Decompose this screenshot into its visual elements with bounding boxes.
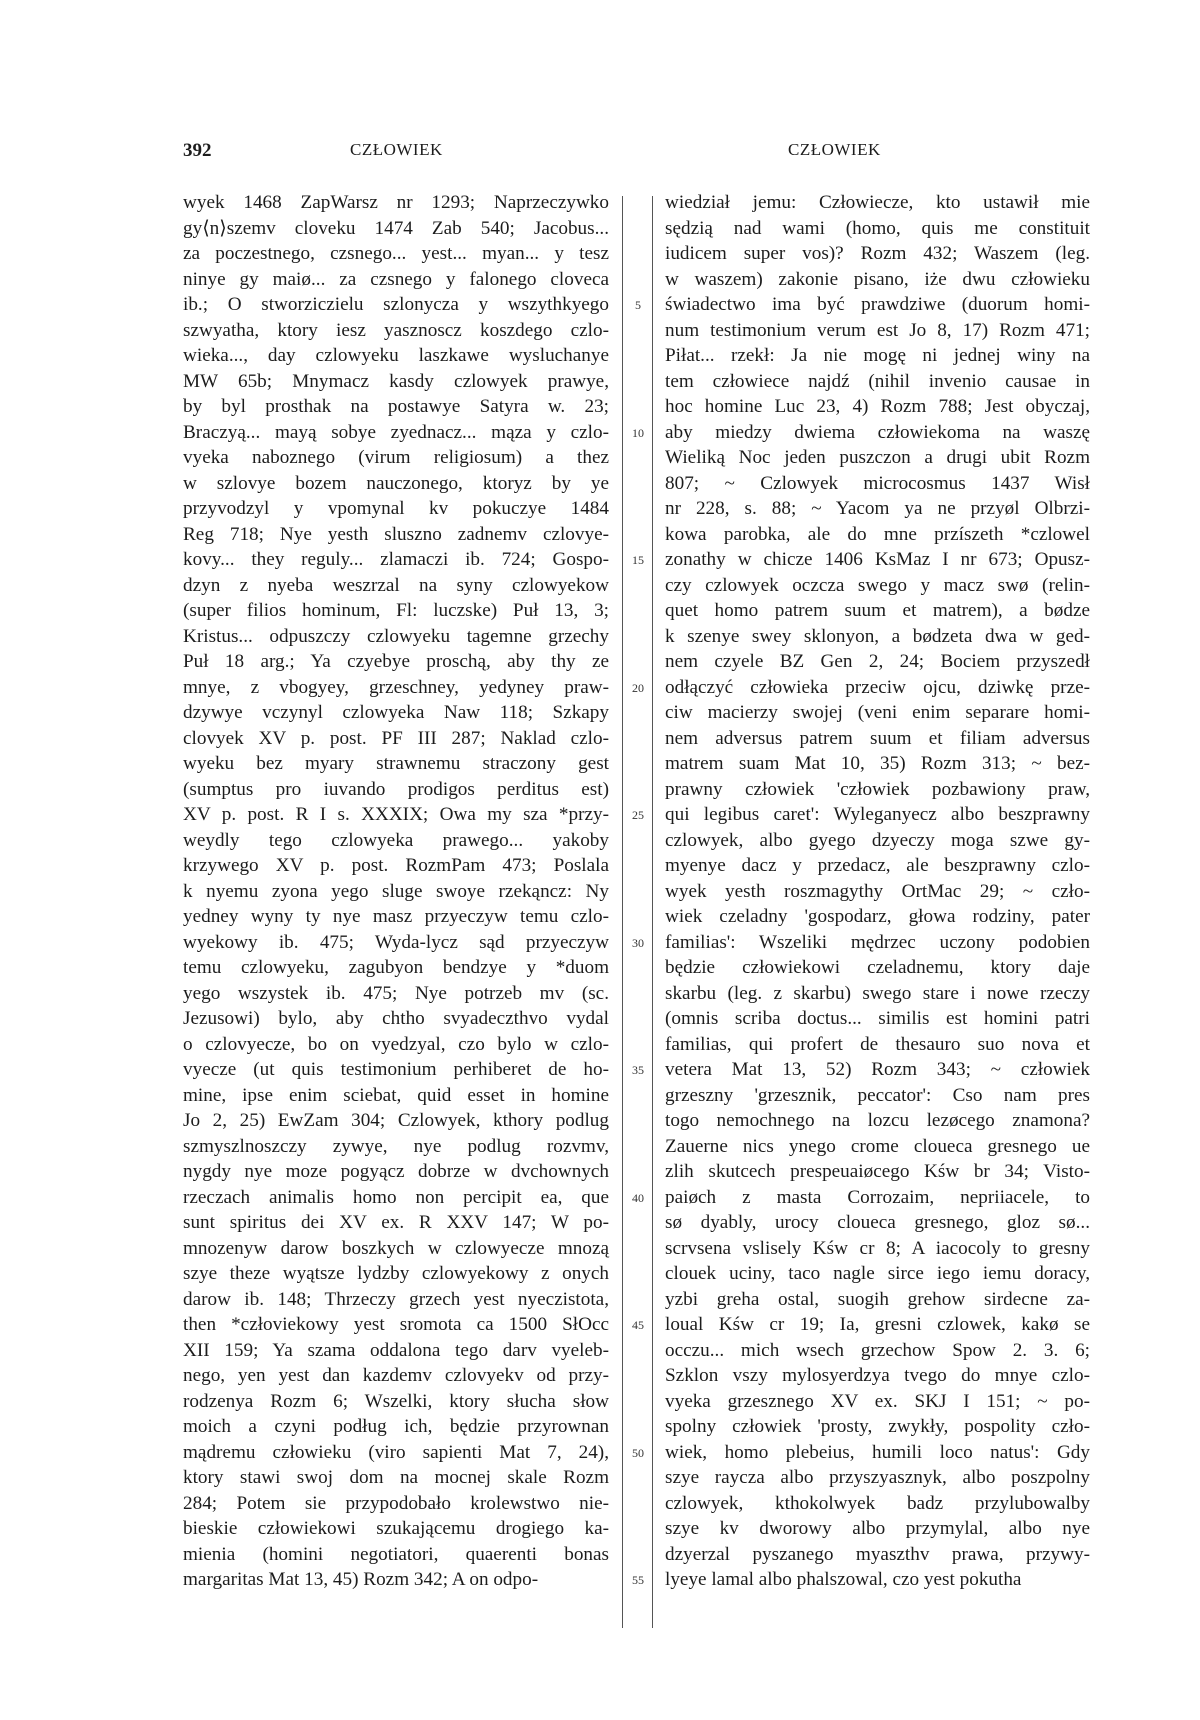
text-line: czlowyek, kthokolwyek badz przylubowalby xyxy=(665,1492,1090,1514)
text-line: kovy... they reguly... zlamaczi ib. 724; Gospo- xyxy=(183,549,609,570)
text-line: tem człowiece najdź (nihil invenio causae in xyxy=(665,370,1090,392)
text-line: mienia (homini negotiatori, quaerenti bonas xyxy=(183,1543,609,1565)
text-line: yego wszystek ib. 475; Nye potrzeb mv (sc. xyxy=(183,982,609,1004)
text-line: nygdy nye moze pogyącz dobrze w dvchownych xyxy=(183,1161,609,1182)
text-line: rzeczach animalis homo non percipit ea, que xyxy=(183,1186,609,1208)
text-line: nem adversus patrem suum et filiam adversus xyxy=(665,727,1090,749)
text-line: sø dyably, urocy cloueca gresnego, gloz sø... xyxy=(665,1212,1090,1233)
text-line: vyecze (ut quis testimonium perhiberet de ho- xyxy=(183,1059,609,1080)
text-line: krzywego XV p. post. RozmPam 473; Poslala xyxy=(183,855,609,876)
text-line: wiek, homo plebeius, humili loco natus': Gdy xyxy=(665,1441,1090,1463)
text-line: mnozenyw darow boszkych w czlowyecze mnozą xyxy=(183,1237,609,1259)
text-line: paiøch z masta Corrozaim, nepriiacele, to xyxy=(665,1186,1090,1208)
line-number: 45 xyxy=(632,1318,644,1332)
text-line: nego, yen yest dan kazdemv czlovyekv od przy- xyxy=(183,1365,609,1386)
text-line: w szlovye bozem nauczonego, ktoryz by ye xyxy=(183,472,609,494)
text-line: num testimonium verum est Jo 8, 17) Rozm 471; xyxy=(665,319,1090,341)
text-line: Kristus... odpuszczy czlowyeku tagemne grzechy xyxy=(183,625,609,647)
text-line: weydly tego czlowyeka prawego... yakoby xyxy=(183,829,609,851)
text-line: mine, ipse enim sciebat, quid esset in homine xyxy=(183,1084,609,1106)
text-line: wieka..., day czlowyeku laszkawe wysluchanye xyxy=(183,345,609,366)
line-number: 15 xyxy=(632,553,644,567)
text-line: sunt spiritus dei XV ex. R XXV 147; W po- xyxy=(183,1212,609,1233)
line-number: 20 xyxy=(632,680,644,695)
left-column xyxy=(183,190,609,1593)
right-column xyxy=(665,190,1090,1593)
text-line: margaritas Mat 13, 45) Rozm 342; A on odpo- xyxy=(183,1569,539,1590)
text-line: szye theze wyątsze lydzby czlowyekowy z onych xyxy=(183,1263,609,1284)
text-line: wiedział jemu: Człowiecze, kto ustawił mie xyxy=(665,192,1090,213)
text-line: Puł 18 arg.; Ya czyebye proschą, aby thy ze xyxy=(183,651,609,672)
text-line: za poczestnego, czsnego... yest... myan... y tesz xyxy=(183,243,609,264)
text-line: Jo 2, 25) EwZam 304; Czlowyek, kthory podlug xyxy=(183,1110,609,1131)
text-line: bieskie człowiekowi szukającemu drogiego ka- xyxy=(183,1518,609,1539)
text-line: lyeye lamal albo phalszowal, czo yest pokutha xyxy=(665,1569,1022,1590)
text-line: loual Kśw cr 19; Ia, gresni czlowek, kakø se xyxy=(665,1314,1090,1335)
text-line: quet homo patrem suum et matrem), a bødze xyxy=(665,600,1090,621)
text-line: k szenye swey sklonyon, a bødzeta dwa w ged- xyxy=(665,625,1090,647)
text-line: czy czlowyek oczcza swego y macz swø (relin- xyxy=(665,574,1090,596)
text-line: vyeka naboznego (virum religiosum) a thez xyxy=(183,447,609,468)
text-line: dzyerzal pyszanego myaszthv prawa, przywy- xyxy=(665,1543,1090,1565)
text-line: k nyemu zyona yego sluge swoye rzekąncz: Ny xyxy=(183,880,609,902)
text-line: (super filios hominum, Fl: luczske) Puł 13, 3; xyxy=(183,600,609,621)
text-line: czlowyek, albo gyego dzyeczy moga szwe gy- xyxy=(665,829,1090,851)
text-line: (omnis scriba doctus... similis est homini patri xyxy=(665,1008,1090,1029)
line-number: 35 xyxy=(632,1063,644,1077)
text-line: XII 159; Ya szama oddalona tego darv vyeleb- xyxy=(183,1339,609,1361)
text-line: (sumptus pro iuvando prodigos perditus est) xyxy=(183,778,609,800)
text-line: skarbu (leg. z skarbu) swego stare i nowe rzeczy xyxy=(665,982,1090,1004)
text-line: moich a czyni podług ich, będzie przyrownan xyxy=(183,1416,609,1437)
text-line: sędzią nad wami (homo, quis me constituit xyxy=(665,217,1090,239)
text-line: occzu... mich wsech grzechow Spow 2. 3. 6; xyxy=(665,1339,1090,1361)
text-line: vetera Mat 13, 52) Rozm 343; ~ człowiek xyxy=(665,1059,1090,1080)
text-line: wyek 1468 ZapWarsz nr 1293; Naprzeczywko xyxy=(183,192,609,213)
text-line: przyvodzyl y vpomynal kv pokuczye 1484 xyxy=(183,498,609,519)
text-line: dzywye vczynyl czlowyeka Naw 118; Szkapy xyxy=(183,702,609,723)
text-line: Reg 718; Nye yesth sluszno zadnemv czlovye- xyxy=(183,523,609,545)
text-line: wiek czeladny 'gospodarz, głowa rodziny, pater xyxy=(665,906,1090,927)
text-line: ciw macierzy swojej (veni enim separare homi- xyxy=(665,702,1090,723)
text-line: dzyn z nyeba weszrzal na syny czlowyekow xyxy=(183,574,609,596)
text-line: nem czyele BZ Gen 2, 24; Bociem przyszedł xyxy=(665,651,1090,672)
text-line: Zauerne nics ynego crome cloueca gresnego ue xyxy=(665,1135,1090,1157)
text-line: o czlovyecze, bo on vyedzyal, czo bylo w czlo- xyxy=(183,1033,609,1055)
column-rule-right xyxy=(652,196,653,1628)
text-line: ktory stawi swoj dom na mocnej skale Rozm xyxy=(183,1467,609,1488)
column-rule-left xyxy=(622,196,623,1628)
text-line: clouek uciny, taco nagle sirce iego iemu doracy, xyxy=(665,1263,1090,1284)
text-line: zonathy w chicze 1406 KsMaz I nr 673; Opusz- xyxy=(665,549,1090,570)
text-line: togo nemochnego na lozcu lezøcego znamona? xyxy=(665,1110,1090,1131)
line-number: 5 xyxy=(635,298,641,312)
text-line: XV p. post. R I s. XXXIX; Owa my sza *przy- xyxy=(183,804,609,825)
text-line: Braczyą... mayą sobye zyednacz... mąza y czlo- xyxy=(183,421,609,443)
text-line: Wieliką Noc jeden puszczon a drugi ubit Rozm xyxy=(665,447,1090,468)
text-line: familias, qui profert de thesauro suo nova et xyxy=(665,1033,1090,1055)
text-line: MW 65b; Mnymacz kasdy czlowyek prawye, xyxy=(183,370,609,392)
text-line: 807; ~ Czlowyek microcosmus 1437 Wisł xyxy=(665,472,1090,494)
running-head-left: CZŁOWIEK xyxy=(350,140,443,159)
line-number: 10 xyxy=(632,425,644,440)
text-line: Jezusowi) bylo, aby chtho svyadeczthvo vydal xyxy=(183,1008,609,1029)
text-line: będzie człowiekowi czeladnemu, ktory daje xyxy=(665,957,1090,978)
text-line: rodzenya Rozm 6; Wszelki, ktory słucha słow xyxy=(183,1390,609,1412)
text-line: qui legibus caret': Wyleganyecz albo beszprawny xyxy=(665,804,1090,825)
text-line: darow ib. 148; Thrzeczy grzech yest nyeczistota, xyxy=(183,1288,609,1310)
text-line: prawny człowiek 'człowiek pozbawiony praw, xyxy=(665,778,1090,800)
text-line: wyekowy ib. 475; Wyda-lycz sąd przyeczyw xyxy=(183,931,609,953)
text-line: hoc homine Luc 23, 4) Rozm 788; Jest obyczaj, xyxy=(665,396,1090,417)
page-number: 392 xyxy=(183,140,212,161)
text-line: ninye gy maiø... za czsnego y falonego cloveca xyxy=(183,268,609,290)
text-line: szmyszlnoszczy zywye, nye podlug rozvmv, xyxy=(183,1135,609,1157)
text-line: 284; Potem sie przypodobało krolewstwo nie- xyxy=(183,1492,609,1514)
text-line: odłączyć człowieka przeciw ojcu, dziwkę prze- xyxy=(665,676,1090,698)
text-line: wyeku bez myary strawnemu straczony gest xyxy=(183,753,609,774)
text-line: zlih skutcech prespeuaiøcego Kśw br 34; Visto- xyxy=(665,1161,1090,1182)
line-number: 30 xyxy=(632,935,644,950)
line-number: 50 xyxy=(632,1445,644,1460)
text-line: mnye, z vbogyey, grzeschney, yedyney praw- xyxy=(183,676,609,698)
text-line: szwyatha, ktory iesz yasznoscz koszdego czlo- xyxy=(183,319,609,341)
text-line: by byl prosthak na postawye Satyra w. 23; xyxy=(183,396,609,417)
text-line: gy⟨n⟩szemv cloveku 1474 Zab 540; Jacobus... xyxy=(183,217,609,239)
text-line: w waszem) zakonie pisano, iże dwu człowieku xyxy=(665,268,1090,290)
text-line: spolny człowiek 'prosty, zwykły, pospolity czło- xyxy=(665,1416,1090,1437)
text-line: grzeszny 'grzesznik, peccator': Cso nam pres xyxy=(665,1084,1090,1106)
text-line: szye raycza albo przyszyasznyk, albo poszpolny xyxy=(665,1467,1090,1488)
text-line: wyek yesth roszmagythy OrtMac 29; ~ czło- xyxy=(665,880,1090,902)
text-line: vyeka grzesznego XV ex. SKJ I 151; ~ po- xyxy=(665,1390,1090,1412)
text-line: szye kv dworowy albo przymylal, albo nye xyxy=(665,1518,1090,1539)
text-line: temu czlowyeku, zagubyon bendzye y *duom xyxy=(183,957,609,978)
text-line: nr 228, s. 88; ~ Yacom ya ne przyøl Olbrzi- xyxy=(665,498,1090,519)
line-number: 25 xyxy=(632,808,644,822)
text-line: matrem suam Mat 10, 35) Rozm 313; ~ bez- xyxy=(665,753,1090,774)
text-line: Piłat... rzekł: Ja nie mogę ni jednej winy na xyxy=(665,345,1090,366)
line-number: 40 xyxy=(632,1190,644,1205)
line-number: 55 xyxy=(632,1573,644,1587)
text-line: yedney wyny ty nye masz przyeczyw temu czlo- xyxy=(183,906,609,927)
text-line: clovyek XV p. post. PF III 287; Naklad czlo- xyxy=(183,727,609,749)
text-line: iudicem super vos)? Rozm 432; Waszem (leg. xyxy=(665,243,1090,264)
text-line: ib.; O stworziczielu szlonycza y wszythkyego xyxy=(183,294,609,315)
text-line: Szklon vszy mylosyerdzya tvego do mnye czlo- xyxy=(665,1365,1090,1386)
text-line: myenye dacz y przedacz, ale beszprawny czlo- xyxy=(665,855,1090,876)
text-line: scrvsena vslisely Kśw cr 8; A iacocoly to gresny xyxy=(665,1237,1090,1259)
text-line: then *człoviekowy yest sromota ca 1500 SłOcc xyxy=(183,1314,609,1335)
text-line: kowa parobka, ale do mne przíszeth *czlowel xyxy=(665,523,1090,545)
running-head-right: CZŁOWIEK xyxy=(788,140,881,159)
text-line: yzbi greha ostal, suogih grehow sirdecne za- xyxy=(665,1288,1090,1310)
text-line: familias': Wszeliki mędrzec uczony podobien xyxy=(665,931,1090,953)
text-line: aby miedzy dwiema człowiekoma na waszę xyxy=(665,421,1090,443)
text-line: mądremu człowieku (viro sapienti Mat 7, 24), xyxy=(183,1441,609,1463)
text-line: świadectwo ima być prawdziwe (duorum homi- xyxy=(665,294,1090,315)
